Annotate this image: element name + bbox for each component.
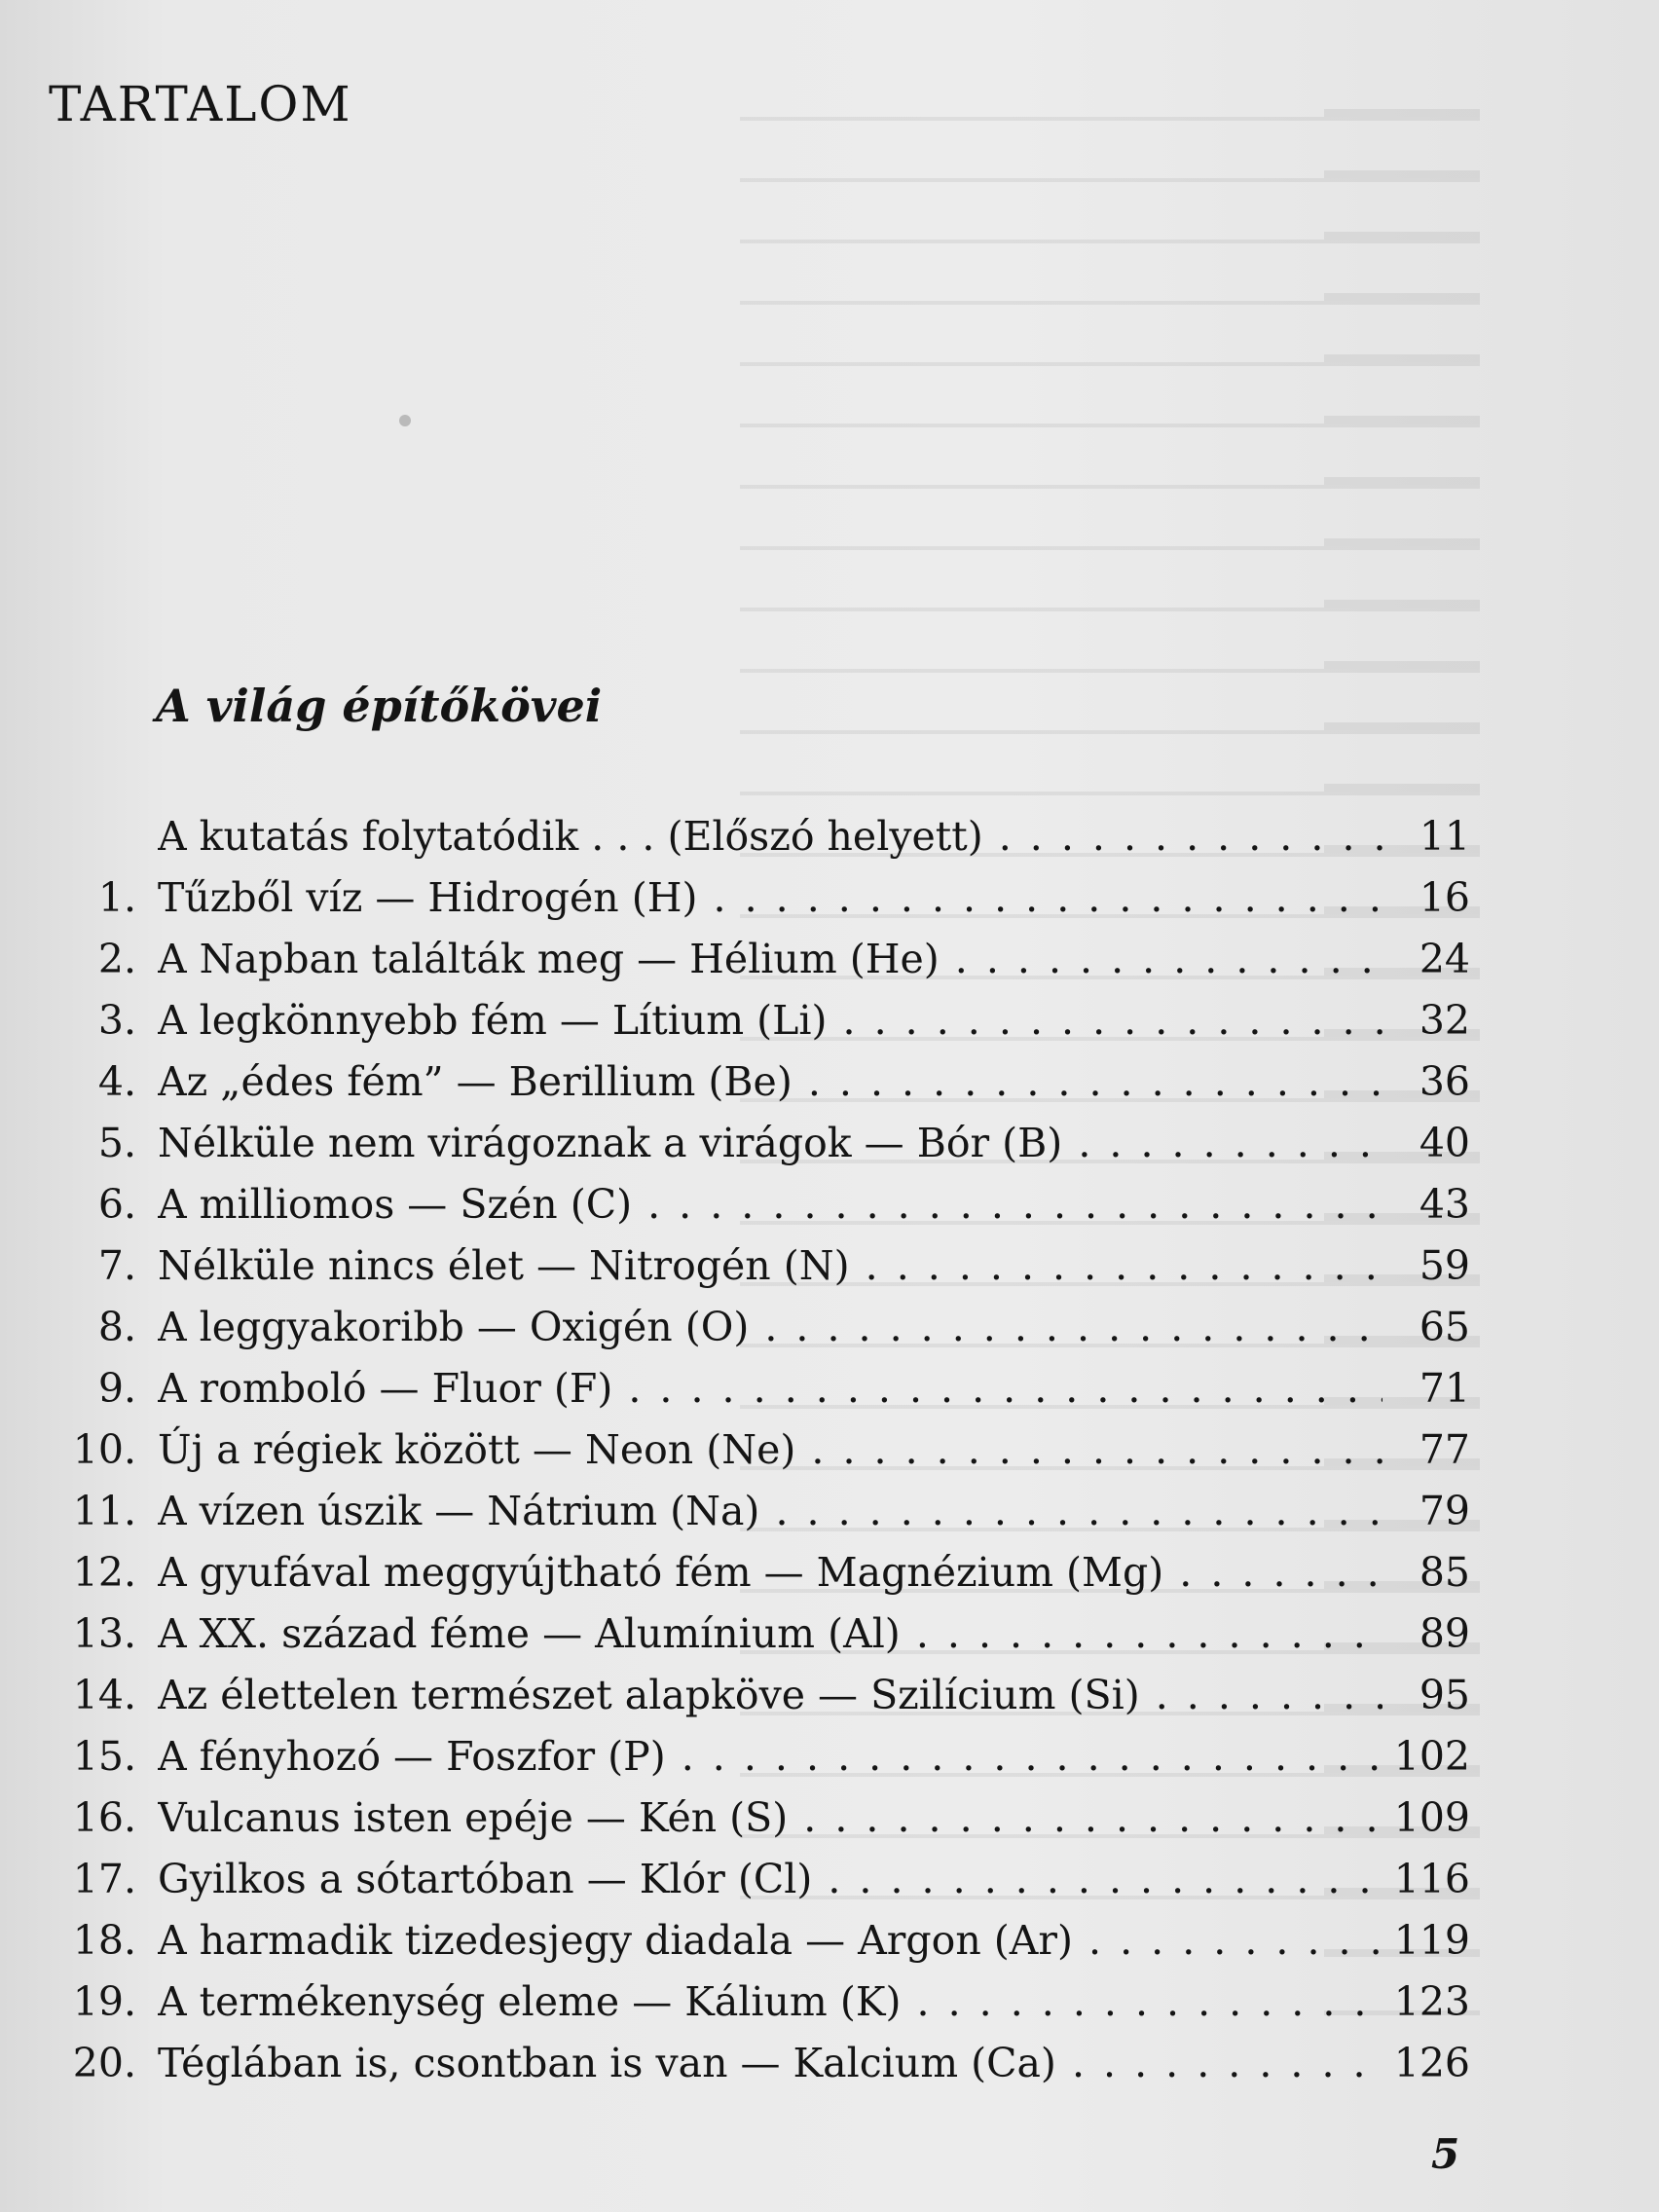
- toc-entry-page: 36: [1419, 1058, 1470, 1105]
- toc-entry-page: 16: [1419, 874, 1470, 921]
- page-title: TARTALOM: [49, 76, 352, 132]
- toc-entry: [68, 867, 1470, 929]
- toc-entry-title: A harmadik tizedesjegy diadala — Argon (Ar) . . .: [158, 1910, 1382, 1972]
- toc-entry-page: 77: [1419, 1426, 1470, 1473]
- toc-entry-title: A leggyakoribb — Oxigén (O) . . .: [158, 1297, 1382, 1358]
- toc-entry: [68, 1113, 1470, 1174]
- toc-entry: [68, 1726, 1470, 1788]
- toc-entry-number: 14.: [72, 1672, 136, 1718]
- toc-entry-number: 8.: [97, 1304, 136, 1350]
- toc-entry: [68, 806, 1470, 867]
- toc-entry-page: 59: [1419, 1242, 1470, 1289]
- toc-entry: [68, 1297, 1470, 1358]
- toc-entry-page: 102: [1393, 1733, 1470, 1780]
- toc-entry-page: 95: [1419, 1672, 1470, 1718]
- toc-entry-page: 89: [1419, 1610, 1470, 1657]
- page-number: 5: [1431, 2130, 1460, 2178]
- toc-entry-number: 12.: [72, 1549, 136, 1596]
- toc-entry-number: 2.: [97, 936, 136, 982]
- toc-entry-number: 10.: [72, 1426, 136, 1473]
- toc-entry-title: A termékenység eleme — Kálium (K) . . .: [158, 1972, 1382, 2033]
- toc-entry: [68, 1665, 1470, 1726]
- toc-entry-title: A romboló — Fluor (F) . . .: [158, 1358, 1382, 1419]
- toc-entry: [68, 1849, 1470, 1910]
- toc-entry-title: Az „édes fém” — Berillium (Be) . . .: [158, 1051, 1382, 1113]
- toc-entry-number: 4.: [97, 1058, 136, 1105]
- toc-entry: [68, 1542, 1470, 1604]
- toc-entry-title: Nélküle nincs élet — Nitrogén (N) . . .: [158, 1235, 1382, 1297]
- toc-entry-title: A Napban találták meg — Hélium (He) . . .: [158, 929, 1382, 990]
- toc-entry: [68, 929, 1470, 990]
- toc-entry-title: Téglában is, csontban is van — Kalcium (Ca) . . .: [158, 2033, 1382, 2094]
- toc-entry-number: 3.: [97, 997, 136, 1044]
- toc-entry-number: 11.: [72, 1488, 136, 1534]
- toc-entry: [68, 1419, 1470, 1481]
- toc-entry-page: 32: [1419, 997, 1470, 1044]
- toc-entry: [68, 1481, 1470, 1542]
- toc-entry: [68, 1174, 1470, 1235]
- toc-entry-title: A milliomos — Szén (C) . . .: [158, 1174, 1382, 1235]
- toc-entry-page: 79: [1419, 1488, 1470, 1534]
- toc-entry-page: 65: [1419, 1304, 1470, 1350]
- toc-entry-title: A legkönnyebb fém — Lítium (Li) . . .: [158, 990, 1382, 1051]
- toc-entry-page: 123: [1393, 1978, 1470, 2025]
- toc-entry-number: 7.: [97, 1242, 136, 1289]
- toc-entry-number: 15.: [72, 1733, 136, 1780]
- toc-entry-page: 11: [1419, 813, 1470, 860]
- toc-entry-page: 109: [1393, 1794, 1470, 1841]
- toc-entry-number: 18.: [72, 1917, 136, 1964]
- toc-entry-page: 119: [1393, 1917, 1470, 1964]
- toc-entry-number: 1.: [97, 874, 136, 921]
- toc-entry: [68, 1972, 1470, 2033]
- toc-entry: [68, 1358, 1470, 1419]
- toc-entry-title: A kutatás folytatódik . . . (Előszó helyett) . . .: [158, 806, 1382, 867]
- toc-entry: [68, 990, 1470, 1051]
- toc-entry-number: 5.: [97, 1120, 136, 1166]
- toc-entry: [68, 1235, 1470, 1297]
- toc-entry-title: Az élettelen természet alapköve — Szilícium (Si) . . .: [158, 1665, 1382, 1726]
- toc-entry-number: 9.: [97, 1365, 136, 1412]
- toc-entry-page: 24: [1419, 936, 1470, 982]
- toc-entry-number: 20.: [72, 2040, 136, 2086]
- toc-entry: [68, 1604, 1470, 1665]
- toc-entry-page: 126: [1393, 2040, 1470, 2086]
- paper-stain: [399, 415, 411, 426]
- toc-entry-title: Tűzből víz — Hidrogén (H) . . .: [158, 867, 1382, 929]
- toc-entry: [68, 2033, 1470, 2094]
- toc-entry-title: A gyufával meggyújtható fém — Magnézium (Mg) . . .: [158, 1542, 1382, 1604]
- table-of-contents: [68, 806, 1470, 2094]
- toc-entry-title: A vízen úszik — Nátrium (Na) . . .: [158, 1481, 1382, 1542]
- toc-entry-title: Vulcanus isten epéje — Kén (S) . . .: [158, 1788, 1382, 1849]
- toc-entry-page: 85: [1419, 1549, 1470, 1596]
- toc-entry-page: 71: [1419, 1365, 1470, 1412]
- toc-entry-page: 43: [1419, 1181, 1470, 1228]
- toc-entry-title: A XX. század féme — Alumínium (Al) . . .: [158, 1604, 1382, 1665]
- toc-entry-number: 16.: [72, 1794, 136, 1841]
- toc-entry: [68, 1910, 1470, 1972]
- toc-entry-page: 116: [1393, 1856, 1470, 1902]
- toc-entry-title: A fényhozó — Foszfor (P) . . .: [158, 1726, 1382, 1788]
- toc-entry-number: 13.: [72, 1610, 136, 1657]
- toc-entry-number: 6.: [97, 1181, 136, 1228]
- toc-entry: [68, 1051, 1470, 1113]
- toc-entry-title: Gyilkos a sótartóban — Klór (Cl) . . .: [158, 1849, 1382, 1910]
- toc-entry-page: 40: [1419, 1120, 1470, 1166]
- toc-entry: [68, 1788, 1470, 1849]
- toc-entry-number: 19.: [72, 1978, 136, 2025]
- toc-entry-number: 17.: [72, 1856, 136, 1902]
- section-heading: A világ építőkövei: [156, 680, 603, 732]
- toc-entry-title: Új a régiek között — Neon (Ne) . . .: [158, 1419, 1382, 1481]
- toc-entry-title: Nélküle nem virágoznak a virágok — Bór (B) . . .: [158, 1113, 1382, 1174]
